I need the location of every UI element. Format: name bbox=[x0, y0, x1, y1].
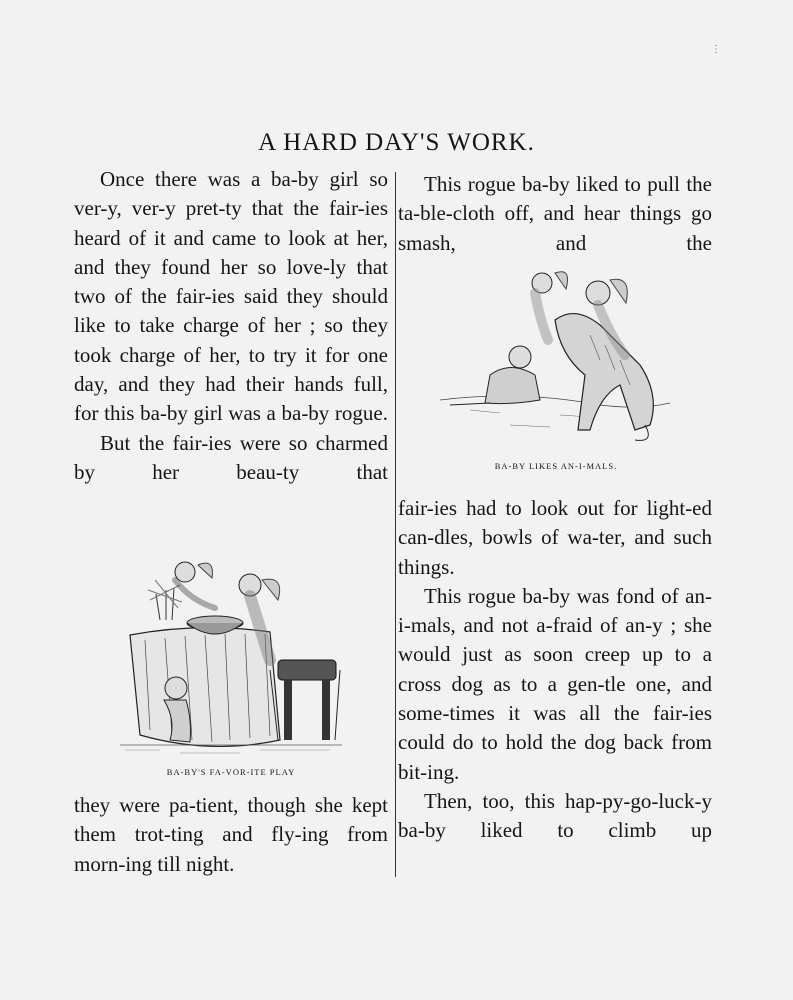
left-column bbox=[74, 165, 388, 487]
paragraph-candles: fair-ies had to look out for light-ed can-dles, bowls of wa-ter, and such things. bbox=[398, 496, 712, 579]
right-column bbox=[398, 170, 712, 258]
paragraph-patient: they were pa-tient, though she kept them trot-ting and fly-ing from morn-ing till night. bbox=[74, 793, 388, 876]
caption-favorite-play: BA-BY'S FA-VOR-ITE PLAY bbox=[166, 767, 296, 777]
column-divider bbox=[395, 172, 396, 877]
caption-likes-animals: BA-BY LIKES AN-I-MALS. bbox=[494, 461, 618, 471]
paragraph-tablecloth: This rogue ba-by liked to pull the ta-ble-cloth off, and hear things go smash, and the bbox=[398, 172, 712, 255]
right-column-bottom bbox=[398, 494, 712, 846]
page-title: A HARD DAY'S WORK. bbox=[258, 128, 535, 156]
paragraph-charmed: But the fair-ies were so charmed by her beau-ty that bbox=[74, 430, 388, 484]
left-column-bottom bbox=[74, 791, 388, 879]
paragraph-opening: Once there was a ba-by girl so ver-y, ver-y pret-ty that the fair-ies heard of it and came to look at her, and they found her so love-ly that two of the fair-ies said they should like to take charge of her ; so they took charge of her, to try it for one day, and they had their hands full, for this ba-by girl was a ba-by rogue. bbox=[74, 167, 388, 426]
illustration-favorite-play bbox=[120, 560, 342, 758]
paragraph-climb: Then, too, this hap-py-go-luck-y ba-by liked to climb up bbox=[398, 788, 712, 843]
illustration-likes-animals bbox=[440, 265, 672, 455]
page-corner-mark: ⋮ bbox=[711, 44, 721, 55]
paragraph-animals: This rogue ba-by was fond of an-i-mals, and not a-fraid of an-y ; she would just as soon creep up to a cross dog as to a gen-tle one, and some-times it was all the fair-ies could do to hold the dog back from bit-ing. bbox=[398, 583, 712, 784]
